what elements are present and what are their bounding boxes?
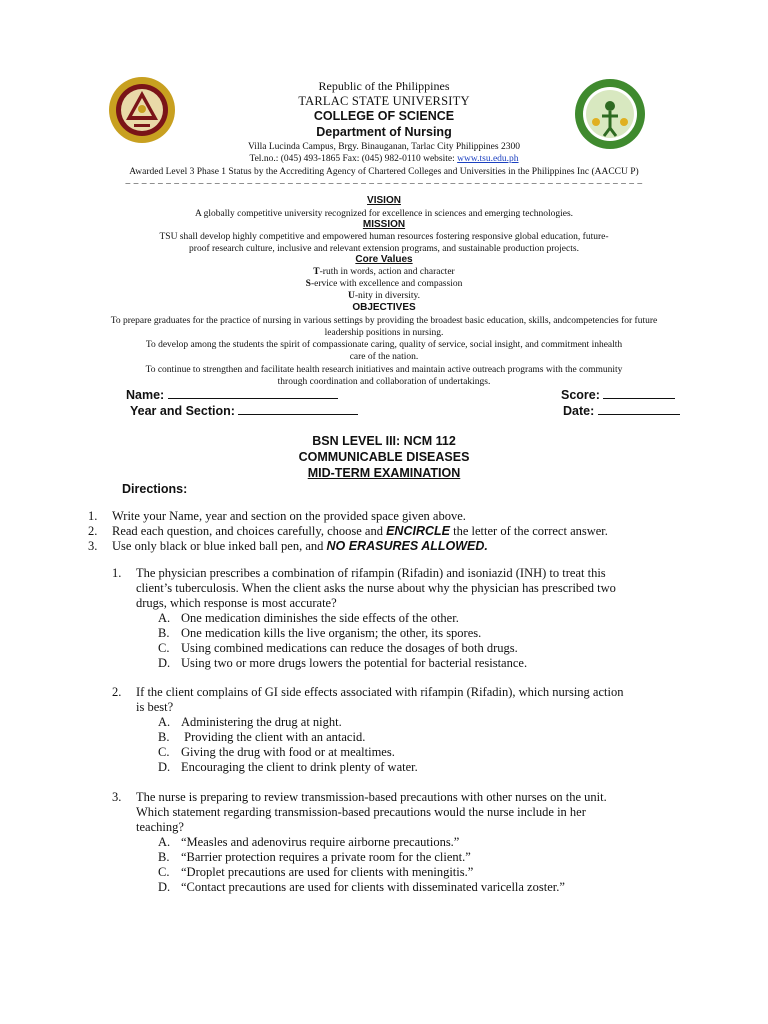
direction-item bbox=[88, 509, 466, 524]
direction-item bbox=[88, 524, 608, 539]
core-value-text: -nity in diversity. bbox=[354, 291, 420, 301]
name-field[interactable] bbox=[126, 387, 338, 402]
core-value-item bbox=[0, 290, 768, 302]
date-blank[interactable] bbox=[598, 403, 680, 415]
choice-letter[interactable]: B. bbox=[158, 850, 170, 864]
choice-text: “Measles and adenovirus require airborne precautions.” bbox=[181, 835, 460, 849]
exam-type: MID-TERM EXAMINATION bbox=[307, 466, 461, 480]
direction-number: 2. bbox=[88, 524, 98, 538]
choice-list bbox=[158, 611, 692, 671]
choice-a[interactable] bbox=[158, 715, 692, 730]
choice-text: “Droplet precautions are used for clients with meningitis.” bbox=[181, 865, 474, 879]
core-value-text: -ervice with excellence and compassion bbox=[310, 279, 463, 289]
directions-title: Directions: bbox=[122, 482, 188, 496]
core-value-item bbox=[0, 278, 768, 290]
direction-number: 3. bbox=[88, 539, 98, 553]
exam-level: BSN LEVEL III: NCM 112 bbox=[312, 434, 456, 448]
question-line: is best? bbox=[136, 700, 174, 714]
core-value-item bbox=[0, 266, 768, 278]
question-stem bbox=[136, 566, 692, 611]
question-line: If the client complains of GI side effects associated with rifampin (Rifadin), which nursing action bbox=[136, 685, 624, 699]
mission-line-2: proof research culture, inclusive and relevant extension programs, and sustainable production projects. bbox=[189, 244, 579, 254]
choice-d[interactable] bbox=[158, 880, 692, 895]
choice-letter[interactable]: C. bbox=[158, 641, 170, 655]
choice-letter[interactable]: A. bbox=[158, 715, 171, 729]
choice-text: Encouraging the client to drink plenty of water. bbox=[181, 760, 418, 774]
core-value-letter: S bbox=[305, 279, 311, 289]
university-heading: TARLAC STATE UNIVERSITY bbox=[298, 94, 470, 108]
department-heading: Department of Nursing bbox=[316, 125, 452, 139]
contact-line bbox=[0, 154, 768, 164]
question-number: 1. bbox=[112, 566, 122, 580]
vision-text: A globally competitive university recognized for excellence in sciences and emerging technologies. bbox=[194, 209, 574, 219]
question-line: The physician prescribes a combination of rifampin (Rifadin) and isoniazid (INH) to treat this bbox=[136, 566, 606, 580]
objectives-title: OBJECTIVES bbox=[352, 302, 416, 313]
objective-line: To continue to strengthen and facilitate health research initiatives and maintain active outreach programs with the community bbox=[145, 365, 623, 375]
objective-line: To prepare graduates for the practice of nursing in various settings by providing the broadest basic education, skills, andcompetencies for future bbox=[110, 316, 658, 326]
website-link[interactable]: www.tsu.edu.ph bbox=[457, 154, 519, 164]
choice-b[interactable] bbox=[158, 730, 692, 745]
dashed-divider: – – – – – – – – – – – – – – – – – – – – – – – – – – – – – – – – – – – – – – – – – – – – – – – – – – – – – – – – – – – – – – – – bbox=[125, 179, 643, 189]
direction-emphasis: ENCIRCLE bbox=[386, 524, 450, 538]
question-line: Which statement regarding transmission-based precautions would the nurse include in her bbox=[136, 805, 586, 819]
core-value-letter: U bbox=[348, 291, 355, 301]
choice-b[interactable] bbox=[158, 850, 692, 865]
question-number: 3. bbox=[112, 790, 122, 804]
direction-emphasis: NO ERASURES ALLOWED. bbox=[326, 539, 488, 553]
exam-subject: COMMUNICABLE DISEASES bbox=[298, 450, 470, 464]
choice-text: “Barrier protection requires a private room for the client.” bbox=[181, 850, 471, 864]
direction-text: Write your Name, year and section on the provided space given above. bbox=[112, 509, 466, 523]
choice-letter[interactable]: D. bbox=[158, 880, 171, 894]
question-2 bbox=[112, 685, 692, 775]
direction-text: Use only black or blue inked ball pen, and bbox=[112, 539, 327, 553]
choice-letter[interactable]: C. bbox=[158, 745, 170, 759]
award-line: Awarded Level 3 Phase 1 Status by the Accrediting Agency of Chartered Colleges and Universities in the Philippines Inc (AACCU P) bbox=[129, 167, 639, 177]
choice-c[interactable] bbox=[158, 865, 692, 880]
college-heading: COLLEGE OF SCIENCE bbox=[313, 109, 455, 123]
choice-letter[interactable]: A. bbox=[158, 611, 171, 625]
choice-text: One medication kills the live organism; the other, its spores. bbox=[181, 626, 482, 640]
choice-letter[interactable]: B. bbox=[158, 730, 170, 744]
question-line: drugs, which response is most accurate? bbox=[136, 596, 337, 610]
name-label: Name: bbox=[126, 388, 165, 402]
score-blank[interactable] bbox=[603, 387, 675, 399]
choice-letter[interactable]: D. bbox=[158, 760, 171, 774]
question-stem bbox=[136, 685, 692, 715]
year-section-blank[interactable] bbox=[238, 403, 358, 415]
choice-a[interactable] bbox=[158, 835, 692, 850]
core-values-title: Core Values bbox=[355, 254, 413, 265]
choice-letter[interactable]: A. bbox=[158, 835, 171, 849]
choice-a[interactable] bbox=[158, 611, 692, 626]
question-line: teaching? bbox=[136, 820, 184, 834]
direction-text: Read each question, and choices carefully, choose and bbox=[112, 524, 387, 538]
question-3 bbox=[112, 790, 692, 895]
direction-item bbox=[88, 539, 488, 554]
question-line: client’s tuberculosis. When the client asks the nurse about why the physician has prescribed two bbox=[136, 581, 616, 595]
choice-list bbox=[158, 835, 692, 895]
direction-text-after: the letter of the correct answer. bbox=[450, 524, 608, 538]
date-field[interactable] bbox=[563, 403, 680, 418]
contact-text: Tel.no.: (045) 493-1865 Fax: (045) 982-0110 website: bbox=[249, 154, 458, 164]
choice-d[interactable] bbox=[158, 656, 692, 671]
question-line: The nurse is preparing to review transmission-based precautions with other nurses on the unit. bbox=[136, 790, 607, 804]
year-section-field[interactable] bbox=[130, 403, 358, 418]
choice-d[interactable] bbox=[158, 760, 692, 775]
objective-line: To develop among the students the spirit of compassionate caring, quality of service, social insight, and commitment inhealth bbox=[145, 340, 623, 350]
mission-title: MISSION bbox=[362, 219, 406, 230]
objective-line: leadership positions in nursing. bbox=[324, 328, 444, 338]
choice-text: Using two or more drugs lowers the potential for bacterial resistance. bbox=[181, 656, 528, 670]
date-label: Date: bbox=[563, 404, 595, 418]
question-number: 2. bbox=[112, 685, 122, 699]
choice-c[interactable] bbox=[158, 745, 692, 760]
choice-text: Giving the drug with food or at mealtimes. bbox=[181, 745, 395, 759]
score-label: Score: bbox=[561, 388, 600, 402]
core-value-letter: T bbox=[313, 267, 320, 277]
mission-line-1: TSU shall develop highly competitive and empowered human resources fostering responsive global education, future- bbox=[159, 232, 609, 242]
address-line: Villa Lucinda Campus, Brgy. Binauganan, Tarlac City Philippines 2300 bbox=[248, 142, 520, 152]
choice-c[interactable] bbox=[158, 641, 692, 656]
choice-text: Administering the drug at night. bbox=[181, 715, 342, 729]
core-value-text: -ruth in words, action and character bbox=[319, 267, 455, 277]
choice-text: One medication diminishes the side effects of the other. bbox=[181, 611, 459, 625]
objective-line: care of the nation. bbox=[349, 352, 419, 362]
choice-text: Providing the client with an antacid. bbox=[181, 730, 366, 744]
question-1 bbox=[112, 566, 692, 671]
name-blank[interactable] bbox=[168, 387, 338, 399]
choice-text: “Contact precautions are used for clients with disseminated varicella zoster.” bbox=[181, 880, 565, 894]
year-section-label: Year and Section: bbox=[130, 404, 235, 418]
choice-text: Using combined medications can reduce the dosages of both drugs. bbox=[181, 641, 518, 655]
choice-letter[interactable]: B. bbox=[158, 626, 170, 640]
choice-letter[interactable]: C. bbox=[158, 865, 170, 879]
choice-letter[interactable]: D. bbox=[158, 656, 171, 670]
objective-line: through coordination and collaboration of undertakings. bbox=[277, 377, 491, 387]
vision-title: VISION bbox=[367, 195, 401, 206]
direction-number: 1. bbox=[88, 509, 98, 523]
choice-list bbox=[158, 715, 692, 775]
score-field[interactable] bbox=[561, 387, 675, 402]
choice-b[interactable] bbox=[158, 626, 692, 641]
question-stem bbox=[136, 790, 692, 835]
republic-heading: Republic of the Philippines bbox=[318, 79, 450, 93]
